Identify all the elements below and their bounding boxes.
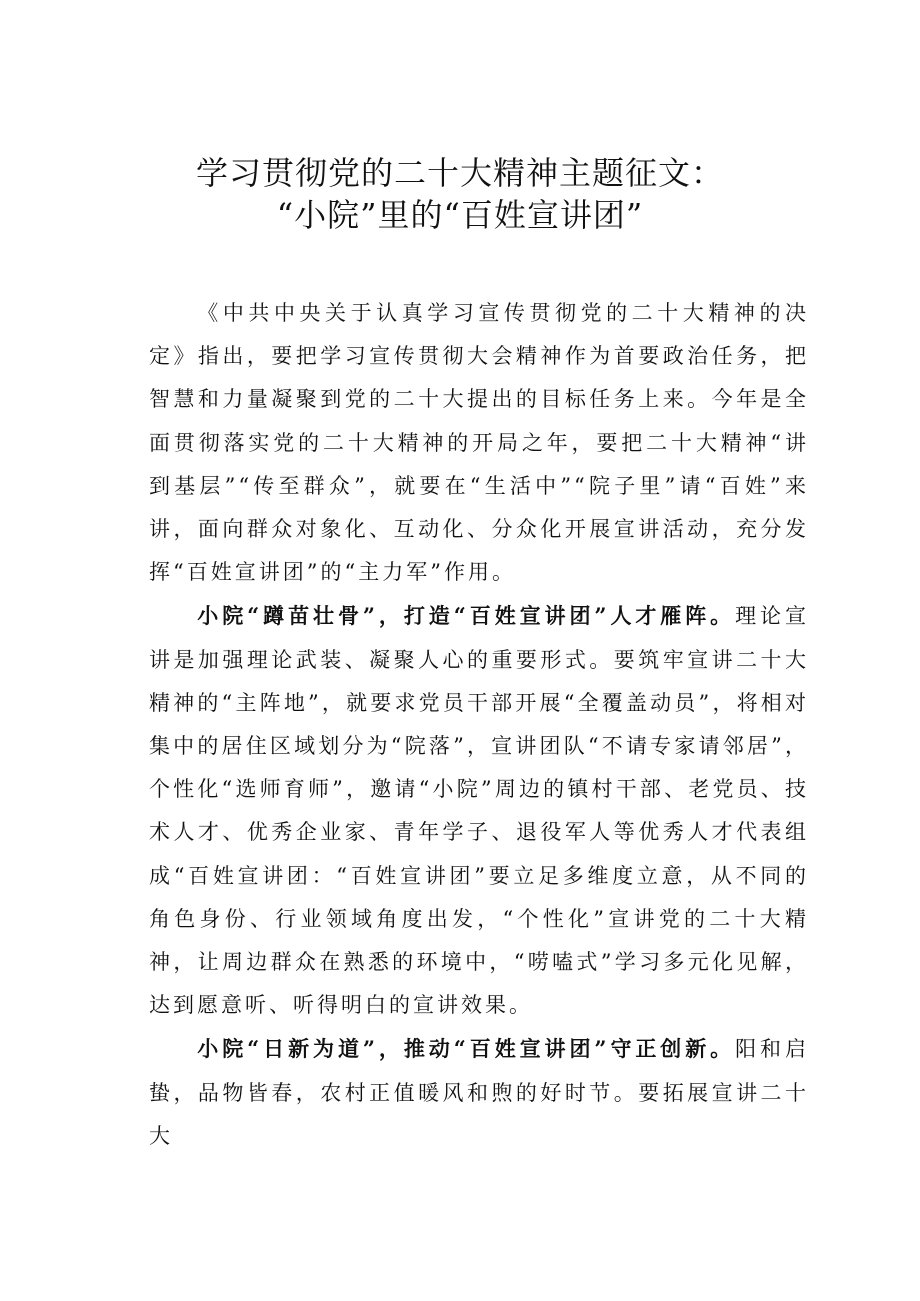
paragraph-intro — [149, 292, 809, 594]
paragraph-text: 《中共中央关于认真学习宣传贯彻党的二十大精神的决定》指出，要把学习宣传贯彻大会精神作为首要政治任务，把智慧和力量凝聚到党的二十大提出的目标任务上来。今年是全面贯彻落实党的二十大精神的开局之年，要把二十大精神“讲到基层”“传至群众”，就要在“生活中”“院子里”请“百姓”来讲，面向群众对象化、互动化、分众化开展宣讲活动，充分发挥“百姓宣讲团”的“主力军”作用。 — [149, 301, 809, 585]
document-title — [120, 152, 800, 236]
paragraph-section-2 — [149, 1027, 809, 1158]
title-line-1: 学习贯彻党的二十大精神主题征文： — [195, 154, 724, 192]
section-heading: 小院“日新为道”，推动“百姓宣讲团”守正创新。 — [197, 1036, 736, 1062]
paragraph-text: 阳和启蛰，品物皆春，农村正值暖风和煦的好时节。要拓展宣讲二十大 — [149, 1037, 809, 1148]
paragraph-section-1 — [149, 594, 809, 1027]
paragraph-text: 理论宣讲是加强理论武装、凝聚人心的重要形式。要筑牢宣讲二十大精神的“主阵地”，就要求党员干部开展“全覆盖动员”，将相对集中的居住区域划分为“院落”，宣讲团队“不请专家请邻居”，个性化“选师育师”，邀请“小院”周边的镇村干部、老党员、技术人才、优秀企业家、青年学子、退役军人等优秀人才代表组成“百姓宣讲团：“百姓宣讲团”要立足多维度立意，从不同的角色身份、行业领域角度出发，“个性化”宣讲党的二十大精神，让周边群众在熟悉的环境中，“唠嗑式”学习多元化见解，达到愿意听、听得明白的宣讲效果。 — [149, 604, 809, 1018]
document-body — [149, 292, 809, 1158]
section-heading: 小院“蹲苗壮骨”，打造“百姓宣讲团”人才雁阵。 — [197, 603, 736, 629]
title-line-2: “小院”里的“百姓宣讲团” — [276, 196, 644, 234]
